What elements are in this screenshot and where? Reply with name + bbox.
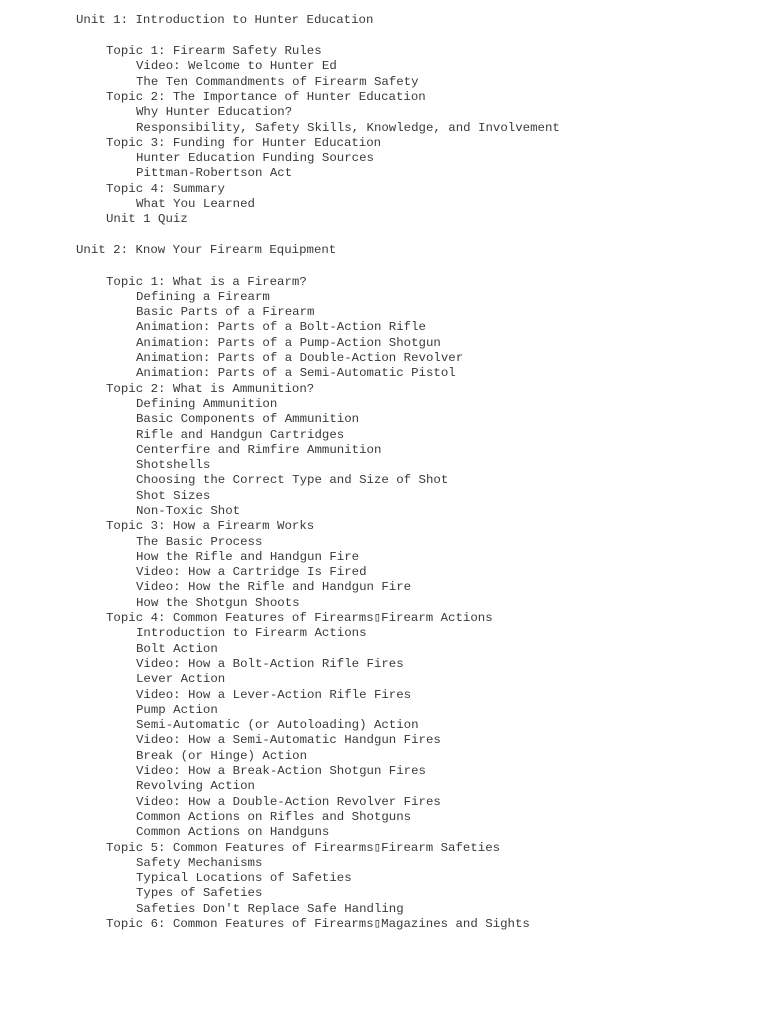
lesson-item: Animation: Parts of a Pump-Action Shotgun — [136, 335, 441, 350]
lesson-item: How the Rifle and Handgun Fire — [136, 549, 360, 564]
lesson-item: What You Learned — [136, 197, 255, 212]
unit-heading: Unit 2: Know Your Firearm Equipment — [76, 243, 337, 258]
lesson-item: Animation: Parts of a Bolt-Action Rifle — [136, 320, 426, 335]
lesson-item: Video: How a Break-Action Shotgun Fires — [136, 764, 426, 779]
topic-heading: Topic 5: Common Features of Firearms▯Firearm Safeties — [106, 840, 501, 855]
lesson-item: Pump Action — [136, 702, 218, 717]
lesson-item: Pittman-Robertson Act — [136, 166, 293, 181]
lesson-item: Bolt Action — [136, 641, 218, 656]
spacer — [76, 28, 756, 44]
lesson-item: Animation: Parts of a Double-Action Revolver — [136, 351, 464, 366]
topic-heading: Topic 1: Firearm Safety Rules — [106, 44, 322, 59]
lesson-item: Introduction to Firearm Actions — [136, 626, 367, 641]
topic-heading: Topic 4: Common Features of Firearms▯Firearm Actions — [106, 611, 493, 626]
lesson-item: Typical Locations of Safeties — [136, 871, 352, 886]
lesson-item: Video: Welcome to Hunter Ed — [136, 59, 337, 74]
lesson-item: Hunter Education Funding Sources — [136, 151, 374, 166]
spacer — [76, 259, 756, 275]
lesson-item: Video: How a Bolt-Action Rifle Fires — [136, 656, 404, 671]
topic-heading: Topic 3: How a Firearm Works — [106, 519, 315, 534]
lesson-item: Centerfire and Rimfire Ammunition — [136, 442, 382, 457]
lesson-item: Basic Components of Ammunition — [136, 412, 360, 427]
lesson-item: Video: How the Rifle and Handgun Fire — [136, 580, 412, 595]
lesson-item: Revolving Action — [136, 779, 255, 794]
lesson-item: Rifle and Handgun Cartridges — [136, 427, 345, 442]
lesson-item: Defining a Firearm — [136, 289, 270, 304]
spacer — [76, 228, 756, 244]
lesson-item: Defining Ammunition — [136, 396, 278, 411]
lesson-item: Animation: Parts of a Semi-Automatic Pistol — [136, 366, 456, 381]
topic-heading: Topic 2: The Importance of Hunter Education — [106, 89, 426, 104]
lesson-item: Non-Toxic Shot — [136, 504, 241, 518]
lesson-item: Video: How a Lever-Action Rifle Fires — [136, 687, 412, 702]
lesson-item: Responsibility, Safety Skills, Knowledge, and Involvement — [136, 120, 560, 135]
lesson-item: Safety Mechanisms — [136, 855, 263, 870]
lesson-item: Shotshells — [136, 458, 211, 473]
lesson-item: Basic Parts of a Firearm — [136, 305, 315, 320]
topic-heading: Topic 1: What is a Firearm? — [106, 274, 307, 289]
topic-heading: Topic 4: Summary — [106, 181, 225, 196]
lesson-item: The Ten Commandments of Firearm Safety — [136, 74, 419, 89]
lesson-item: The Basic Process — [136, 534, 263, 549]
lesson-item: Choosing the Correct Type and Size of Shot — [136, 473, 449, 488]
lesson-item: Video: How a Double-Action Revolver Fires — [136, 794, 441, 809]
lesson-item: Safeties Don't Replace Safe Handling — [136, 901, 404, 916]
lesson-item: Common Actions on Handguns — [136, 825, 330, 840]
lesson-item: Video: How a Semi-Automatic Handgun Fires — [136, 733, 441, 748]
lesson-item: Common Actions on Rifles and Shotguns — [136, 809, 412, 824]
lesson-item: Shot Sizes — [136, 488, 211, 503]
lesson-item: Why Hunter Education? — [136, 105, 293, 120]
lesson-item: Lever Action — [136, 672, 226, 687]
unit-quiz: Unit 1 Quiz — [106, 212, 188, 227]
lesson-item: Break (or Hinge) Action — [136, 748, 308, 763]
unit-heading: Unit 1: Introduction to Hunter Education — [76, 13, 374, 27]
topic-heading: Topic 6: Common Features of Firearms▯Magazines and Sights — [106, 917, 530, 932]
lesson-item: Types of Safeties — [136, 886, 263, 901]
lesson-item: Video: How a Cartridge Is Fired — [136, 565, 367, 580]
course-outline — [76, 13, 756, 932]
lesson-item: Semi-Automatic (or Autoloading) Action — [136, 718, 419, 733]
topic-heading: Topic 3: Funding for Hunter Education — [106, 135, 382, 150]
lesson-item: How the Shotgun Shoots — [136, 595, 300, 610]
topic-heading: Topic 2: What is Ammunition? — [106, 381, 315, 396]
